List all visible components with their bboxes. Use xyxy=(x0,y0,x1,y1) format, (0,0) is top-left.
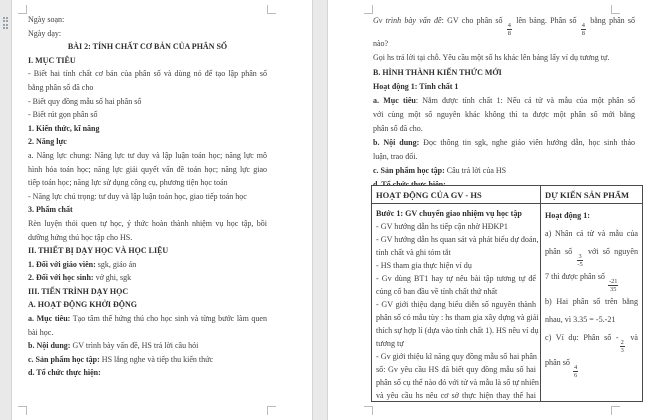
margin-mark xyxy=(364,406,373,415)
text-line: số: Gv yêu cầu HS đã biết quy đồng mẫu số hai xyxy=(376,365,536,374)
text-line: tiếp toán học; năng lực sử dụng công cụ, phương tiện học toán xyxy=(28,178,228,188)
text-line: a) Nhân cả tử và mẫu của xyxy=(545,228,638,238)
text-line: và yêu cầu hs nêu cơ sở thực hiện thay thế hai xyxy=(376,391,536,400)
text-line: 2. Đối với học sinh: vở ghi, sgk xyxy=(28,273,132,283)
table-header-activity: HOẠT ĐỘNG CỦA GV - HS xyxy=(372,186,541,203)
text-line: a. Năng lực chung: Năng lực tư duy và lập luận toán học; năng lực mô xyxy=(28,150,267,160)
fraction: $\frac{4}{8}$ xyxy=(581,22,585,38)
text-line: 7 thì được phân số $\frac{-21}{35}$ xyxy=(545,271,618,294)
text-line: a. Mục tiêu: Tạo tâm thế hứng thú cho học sinh và từng bước làm quen xyxy=(28,314,267,324)
text-line: c. Sản phẩm học tập: HS lắng nghe và tiếp thu kiến thức xyxy=(28,354,213,364)
table-header-row xyxy=(372,186,642,204)
text-line: bằng phân số đã cho xyxy=(28,82,94,92)
table-cell-product xyxy=(541,204,642,401)
page-gutter xyxy=(312,0,328,420)
text-line: - GV giới thiệu dạng biểu diễn số nguyên thành xyxy=(376,300,536,309)
text-line: Rèn luyện thói quen tự học, ý thức hoàn thành nhiệm vụ học tập, bồi xyxy=(28,218,267,228)
text-line: Hoạt động 1: xyxy=(545,211,590,220)
text-line: - GV hướng dẫn hs tiếp cận nhờ HĐKP1 xyxy=(376,222,508,231)
margin-mark xyxy=(267,406,276,415)
text-line: - Năng lực chú trọng: tư duy và lập luận toán học, giao tiếp toán học xyxy=(28,191,247,201)
margin-mark xyxy=(267,5,276,14)
text-line: B. HÌNH THÀNH KIẾN THỨC MỚI xyxy=(373,67,502,77)
text-line: Hoạt động 1: Tính chất 1 xyxy=(373,81,459,91)
margin-mark xyxy=(18,5,27,14)
text-line: tính chất và ghi tóm tắt xyxy=(376,248,451,257)
text-line: Gv trình bày vấn đề: GV cho phân số $\frac{4}{8}$ lên bảng. Phân số $\frac{4}{8}$ bằng phân số xyxy=(373,16,635,38)
text-line: 2. Năng lực xyxy=(28,137,67,147)
margin-mark xyxy=(18,406,27,415)
text-line: tương tự xyxy=(376,339,404,348)
text-line: phân số $\frac{3}{-5}$ với số nguyên xyxy=(545,246,638,268)
text-line: phân số đã cho. xyxy=(373,123,423,133)
text-line: c) Ví dụ: Phân số - $\frac{2}{3}$ và xyxy=(545,332,638,355)
page1-text xyxy=(28,13,267,380)
text-line: 3. Phẩm chất xyxy=(28,205,73,215)
page-2[interactable] xyxy=(328,0,650,420)
text-line: - Biết rút gọn phân số xyxy=(28,110,98,120)
text-line: - Biết hai tính chất cơ bản của phân số và dùng nó để tạo lập phân số xyxy=(28,69,267,79)
text-line: - GV hướng dẫn hs quan sát và phát biểu dự đoán, xyxy=(376,235,539,244)
text-line: phân số có mẫu tùy : hs tham gia xây dựng và giải xyxy=(376,313,539,322)
text-line: củng cố ban đầu về tính chất thứ nhất xyxy=(376,287,498,296)
text-line: thích sự hợp lí (dựa vào tính chất 1). HS nêu ví dụ xyxy=(376,326,539,335)
text-line: d. Tổ chức thực hiện: xyxy=(28,368,101,378)
text-line: a. Mục tiêu: Nắm được tính chất 1: Nếu cả tử và mẫu của một phân số xyxy=(373,95,636,105)
text-line: bài học. xyxy=(28,327,54,337)
text-line: b. Nội dung: GV trình bày vấn đề, HS trả lời câu hỏi xyxy=(28,341,199,351)
table-header-product: DỰ KIẾN SẢN PHẨM xyxy=(545,190,629,200)
page2-text xyxy=(373,14,635,192)
page-1[interactable] xyxy=(12,0,312,420)
text-line: luận, trao đổi. xyxy=(373,152,418,162)
fraction: $\frac{4}{6}$ xyxy=(573,364,578,380)
text-line: - Gv giới thiệu kĩ năng quy đồng mẫu số hai phân xyxy=(376,352,537,361)
table-body-row xyxy=(372,204,642,401)
text-line: II. THIẾT BỊ DẠY HỌC VÀ HỌC LIỆU xyxy=(28,246,169,256)
drag-handle-icon[interactable] xyxy=(3,17,8,29)
text-line: 1. Kiến thức, kĩ năng xyxy=(28,123,100,133)
text-line: phân số $\frac{4}{6}$ xyxy=(545,358,578,380)
text-line: III. TIẾN TRÌNH DẠY HỌC xyxy=(28,286,129,296)
text-line: Gọi hs trả lời tại chỗ. Yêu cầu một số hs khác lên bảng lấy ví dụ tương tự. xyxy=(373,53,610,63)
text-line: Ngày dạy: xyxy=(28,28,62,38)
text-line: c. Sản phẩm học tập: Câu trả lời của HS xyxy=(373,166,507,176)
text-line: A. HOẠT ĐỘNG KHỞI ĐỘNG xyxy=(28,300,137,310)
fraction: $\frac{4}{8}$ xyxy=(507,22,511,38)
text-line: - HS tham gia thực hiện ví dụ xyxy=(376,261,472,270)
text-line: b. Nội dung: Đọc thông tin sgk, nghe giáo viên hướng dẫn, học sinh thảo xyxy=(373,138,636,147)
text-line: nhau, vì 3.35 = -5.-21 xyxy=(545,315,616,325)
fraction: $\frac{2}{3}$ xyxy=(620,338,624,355)
text-line: - Gv dùng BT1 hay tự nêu bài tập tương tự để xyxy=(376,274,536,283)
fraction: $\frac{3}{-5}$ xyxy=(577,252,583,268)
text-line: 1. Đối với giáo viên: sgk, giáo án xyxy=(28,259,137,269)
window-left-edge xyxy=(0,0,12,420)
text-line: b) Hai phân số trên bằng xyxy=(545,297,638,307)
fraction: $\frac{-21}{35}$ xyxy=(608,277,618,294)
text-line: nào? xyxy=(373,39,389,49)
text-line: hình hóa toán học; năng lực giải quyết vấn đề toán học; năng lực giao xyxy=(28,164,267,174)
text-line: I. MỤC TIÊU xyxy=(28,55,76,65)
text-line: dưỡng hứng thú học tập cho HS. xyxy=(28,232,133,242)
text-line: Ngày soạn: xyxy=(28,15,65,24)
table-cell-activity xyxy=(372,204,541,401)
text-line: Bước 1: GV chuyển giao nhiệm vụ học tập xyxy=(376,209,522,218)
text-line: với cùng một số nguyên khác không thì ta được một phân số mới bằng xyxy=(373,109,635,119)
margin-mark xyxy=(611,406,620,415)
lesson-table xyxy=(371,185,643,402)
text-line: BÀI 2: TÍNH CHẤT CƠ BẢN CỦA PHÂN SỐ xyxy=(67,42,228,52)
text-line: - Biết quy đồng mẫu số hai phân số xyxy=(28,96,142,106)
margin-mark xyxy=(611,5,620,14)
margin-mark xyxy=(364,5,373,14)
text-line: phân số cụ thể nào đó với tử và mẫu là số tự nhiên xyxy=(376,378,539,387)
